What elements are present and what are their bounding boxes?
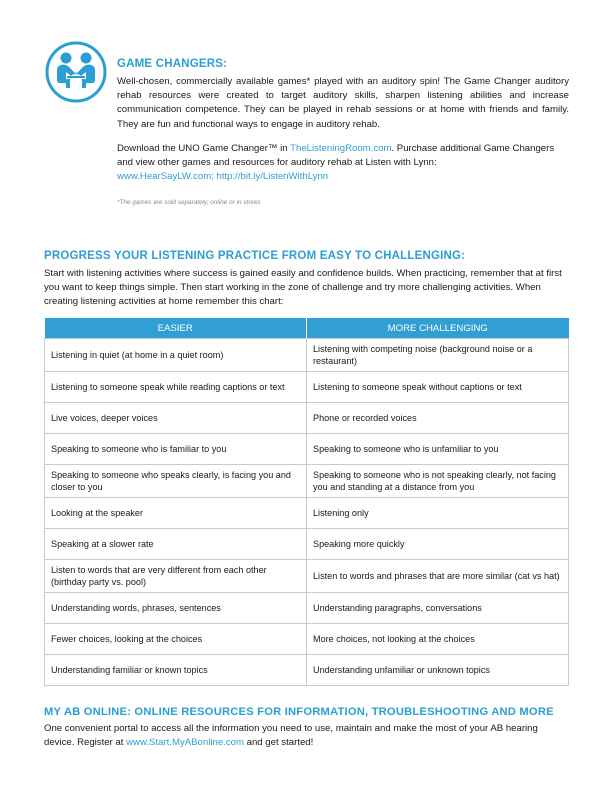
cell-easier: Speaking to someone who speaks clearly, is facing you and closer to you <box>45 465 307 498</box>
table-row <box>45 465 569 498</box>
cell-more-challenging: Phone or recorded voices <box>307 403 569 434</box>
cell-more-challenging: More choices, not looking at the choices <box>307 624 569 655</box>
cell-more-challenging: Listening to someone speak without captions or text <box>307 372 569 403</box>
my-ab-online-heading: MY AB ONLINE: ONLINE RESOURCES FOR INFORMATION, TROUBLESHOOTING AND MORE <box>44 706 554 718</box>
table-row <box>45 655 569 686</box>
game-changers-download-text <box>117 142 569 185</box>
cell-more-challenging: Listening with competing noise (background noise or a restaurant) <box>307 339 569 372</box>
game-changers-icon <box>45 41 107 103</box>
cell-easier: Understanding familiar or known topics <box>45 655 307 686</box>
cell-easier: Looking at the speaker <box>45 498 307 529</box>
people-playing-game-icon <box>45 41 107 103</box>
table-row <box>45 339 569 372</box>
games-footnote: *The games are sold separately, online or in stores <box>117 199 261 207</box>
table-row <box>45 593 569 624</box>
table-row <box>45 498 569 529</box>
cell-more-challenging: Listen to words and phrases that are more similar (cat vs hat) <box>307 560 569 593</box>
ab-text-end: and get started! <box>243 737 314 749</box>
table-row <box>45 624 569 655</box>
cell-more-challenging: Understanding paragraphs, conversations <box>307 593 569 624</box>
cell-more-challenging: Understanding unfamiliar or unknown topics <box>307 655 569 686</box>
progress-section <box>44 250 570 310</box>
my-ab-online-section <box>44 706 570 750</box>
cell-easier: Listen to words that are very different from each other (birthday party vs. pool) <box>45 560 307 593</box>
progress-description: Start with listening activities where success is gained easily and confidence builds. When practicing, remember that at first you want to keep things simple. Then start working in the zone of challenge and try more challenging activities. When creating listening activities at home remember this chart: <box>44 268 562 308</box>
cell-more-challenging: Listening only <box>307 498 569 529</box>
table-row <box>45 529 569 560</box>
ab-text-start: One convenient portal to access all the information you need to use, maintain and make the most of your AB hearing device. Register at <box>44 723 538 749</box>
download-text-end: . Purchase additional Game Changers and view other games and resources for auditory rehab at Listen with Lynn: <box>117 142 555 169</box>
cell-easier: Listening in quiet (at home in a quiet room) <box>45 339 307 372</box>
cell-easier: Live voices, deeper voices <box>45 403 307 434</box>
cell-easier: Fewer choices, looking at the choices <box>45 624 307 655</box>
game-changers-description: Well-chosen, commercially available games* played with an auditory spin! The Game Changer auditory rehab resources were created to target auditory skills, sharpen listening abilities and increase communication competence. They can be played in rehab sessions or at home with friends and family. They are fun and functional ways to engage in auditory rehab. <box>117 76 569 130</box>
cell-easier: Speaking at a slower rate <box>45 529 307 560</box>
table-row <box>45 434 569 465</box>
cell-easier: Understanding words, phrases, sentences <box>45 593 307 624</box>
table-row <box>45 372 569 403</box>
myabonline-link[interactable]: www.Start.MyABonline.com <box>126 737 244 749</box>
table-header-row <box>45 318 569 339</box>
easier-vs-challenging-table <box>44 318 569 686</box>
cell-easier: Listening to someone speak while reading captions or text <box>45 372 307 403</box>
table-row <box>45 403 569 434</box>
header-more-challenging: MORE CHALLENGING <box>307 318 569 339</box>
hearsay-links[interactable]: www.HearSayLW.com; http://bit.ly/ListenWithLynn <box>117 171 329 183</box>
table-row <box>45 560 569 593</box>
progress-heading: PROGRESS YOUR LISTENING PRACTICE FROM EASY TO CHALLENGING: <box>44 250 466 262</box>
game-changers-heading: GAME CHANGERS: <box>117 58 228 70</box>
cell-more-challenging: Speaking to someone who is not speaking clearly, not facing you and standing at a distance from you <box>307 465 569 498</box>
cell-more-challenging: Speaking to someone who is unfamiliar to you <box>307 434 569 465</box>
listening-room-link[interactable]: TheListeningRoom.com <box>290 142 392 154</box>
header-easier: EASIER <box>45 318 307 339</box>
cell-easier: Speaking to someone who is familiar to you <box>45 434 307 465</box>
my-ab-online-description <box>44 722 570 750</box>
cell-more-challenging: Speaking more quickly <box>307 529 569 560</box>
game-changers-section <box>117 58 569 206</box>
download-text-start: Download the UNO Game Changer™ in <box>117 142 291 154</box>
